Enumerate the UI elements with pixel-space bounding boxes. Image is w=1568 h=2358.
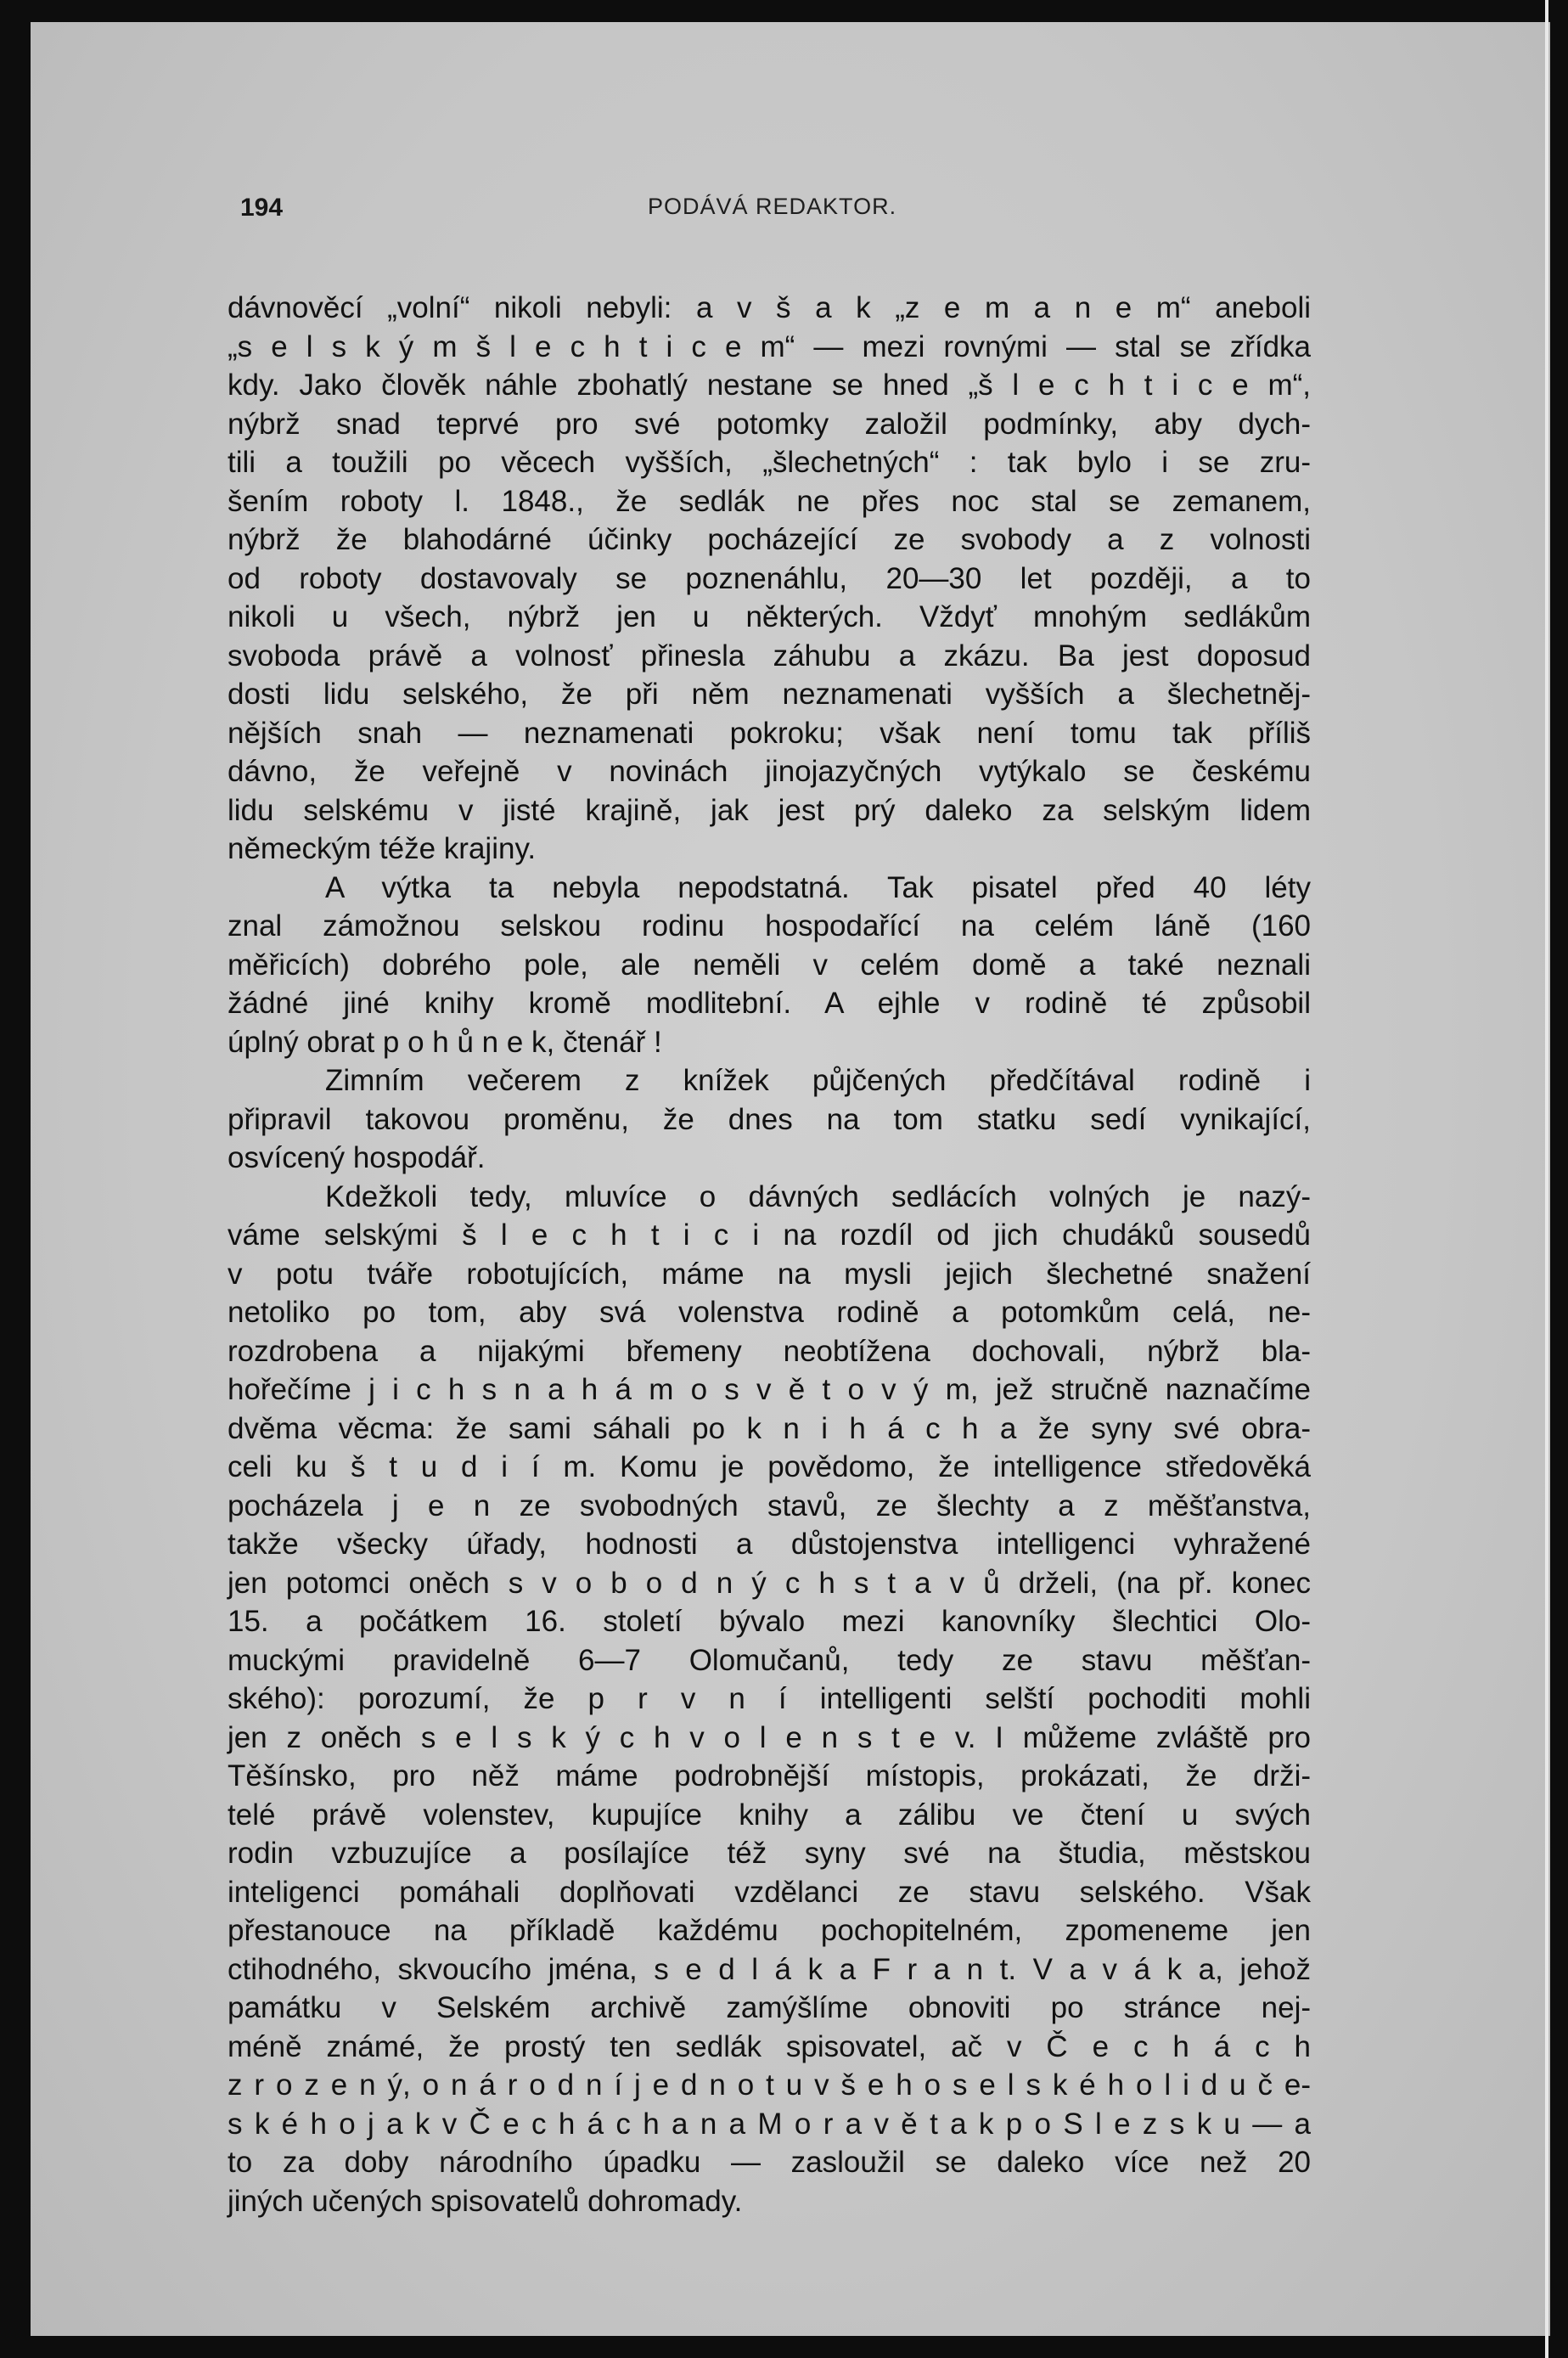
text-line: znal zámožnou selskou rodinu hospodařící na celém láně (160 [228,909,1311,943]
text-line: 15. a počátkem 16. století bývalo mezi kanovníky šlechtici Olo- [228,1605,1311,1638]
text-line: úplný obrat p o h ů n e k, čtenář ! [228,1025,662,1059]
text-line: dosti lidu selského, že při něm neznamenati vyšších a šlechetněj- [228,678,1311,711]
text-line: nýbrž že blahodárné účinky pocházející ze svobody a z volnosti [228,523,1311,556]
text-line: připravil takovou proměnu, že dnes na tom statku sedí vynikající, [228,1102,1311,1136]
page-number: 194 [240,194,284,222]
text-line: žádné jiné knihy kromě modlitební. A ejhle v rodině té způsobil [228,987,1311,1020]
text-line: šením roboty l. 1848., že sedlák ne přes noc stal se zemanem, [228,484,1311,518]
text-line: měřicích) dobrého pole, ale neměli v celém domě a také neznali [228,948,1311,982]
text-line: takže všecky úřady, hodnosti a důstojenstva intelligenci vyhražené [228,1528,1311,1561]
text-line: ctihodného, skvoucího jména, s e d l á k a F r a n t. V a v á k a, jehož [228,1952,1311,1986]
text-line: lidu selskému v jisté krajině, jak jest prý daleko za selským lidem [228,793,1311,827]
text-line: rozdrobena a nijakými břemeny neobtížena dochovali, nýbrž bla- [228,1334,1311,1368]
text-line: pocházela j e n ze svobodných stavů, ze šlechty a z měšťanstva, [228,1489,1311,1522]
text-line: ského): porozumí, že p r v n í intelligenti selští pochoditi mohli [228,1682,1311,1715]
page-header [240,194,1327,245]
text-line: jiných učených spisovatelů dohromady. [228,2184,743,2218]
text-line: památku v Selském archivě zamýšlíme obnoviti po stránce nej- [228,1991,1311,2024]
text-line: jen potomci oněch s v o b o d n ý c h s t a v ů drželi, (na př. konec [228,1566,1311,1600]
text-line: nějších snah — neznamenati pokroku; však není tomu tak příliš [228,716,1311,750]
text-line: Těšínsko, pro něž máme podrobnější místopis, prokázati, že drži- [228,1759,1311,1792]
text-line: osvícený hospodář. [228,1141,486,1174]
text-line: tili a toužili po věcech vyšších, „šlechetných“ : tak bylo i se zru- [228,446,1311,479]
text-line: dvěma věcma: že sami sáhali po k n i h á c h a že syny své obra- [228,1411,1311,1445]
text-line: netoliko po tom, aby svá volenstva rodině a potomkům celá, ne- [228,1296,1311,1329]
text-line: muckými pravidelně 6—7 Olomučanů, tedy ze stavu měšťan- [228,1643,1311,1677]
text-line: nikoli u všech, nýbrž jen u některých. Vždyť mnohým sedlákům [228,600,1311,633]
text-line: dávno, že veřejně v novinách jinojazyčných vytýkalo se českému [228,755,1311,788]
text-line: Kdežkoli tedy, mluvíce o dávných sedlácích volných je nazý- [325,1179,1311,1213]
text-line: svoboda právě a volnosť přinesla záhubu a zkázu. Ba jest doposud [228,639,1311,673]
text-line: váme selskými š l e c h t i c i na rozdíl od jich chudáků sousedů [228,1218,1311,1252]
text-line: telé právě volenstev, kupujíce knihy a zálibu ve čtení u svých [228,1798,1311,1832]
text-line: v potu tváře robotujících, máme na mysli jejich šlechetné snažení [228,1257,1311,1291]
text-line: dávnověcí „volní“ nikoli nebyli: a v š a k „z e m a n e m“ aneboli [228,291,1311,324]
text-line: z r o z e n ý, o n á r o d n í j e d n o t u v š e h o s e l s k é h o l i d u č e- [228,2068,1311,2102]
text-line: od roboty dostavovaly se poznenáhlu, 20—30 let později, a to [228,561,1311,595]
text-line: Zimním večerem z knížek půjčených předčítával rodině i [325,1064,1311,1097]
text-line: přestanouce na příkladě každému pochopitelném, zpomeneme jen [228,1914,1311,1947]
body-text [228,289,1311,2220]
running-head: PODÁVÁ REDAKTOR. [648,194,897,219]
text-line: méně známé, že prostý ten sedlák spisovatel, ač v Č e c h á c h [228,2029,1311,2063]
text-line: s k é h o j a k v Č e c h á c h a n a M o r a v ě t a k p o S l e z s k u — a [228,2107,1311,2141]
text-line: celi ku š t u d i í m. Komu je povědomo, že intelligence středověká [228,1450,1311,1483]
text-line: jen z oněch s e l s k ý c h v o l e n s t e v. I můžeme zvláště pro [228,1720,1311,1754]
text-line: to za doby národního úpadku — zasloužil se daleko více než 20 [228,2146,1311,2179]
text-line: „s e l s k ý m š l e c h t i c e m“ — mezi rovnými — stal se zřídka [228,329,1311,363]
text-line: kdy. Jako člověk náhle zbohatlý nestane se hned „š l e c h t i c e m“, [228,369,1311,402]
text-line: A výtka ta nebyla nepodstatná. Tak pisatel před 40 léty [325,870,1311,904]
text-line: hořečíme j i c h s n a h á m o s v ě t o v ý m, jež stručně naznačíme [228,1373,1311,1406]
text-line: nýbrž snad teprvé pro své potomky založil podmínky, aby dych- [228,407,1311,441]
text-line: německým téže krajiny. [228,832,537,865]
text-line: inteligenci pomáhali doplňovati vzdělanci ze stavu selského. Však [228,1875,1311,1909]
scan-edge [1545,0,1548,2358]
text-line: rodin vzbuzujíce a posílajíce též syny své na študia, městskou [228,1837,1311,1870]
